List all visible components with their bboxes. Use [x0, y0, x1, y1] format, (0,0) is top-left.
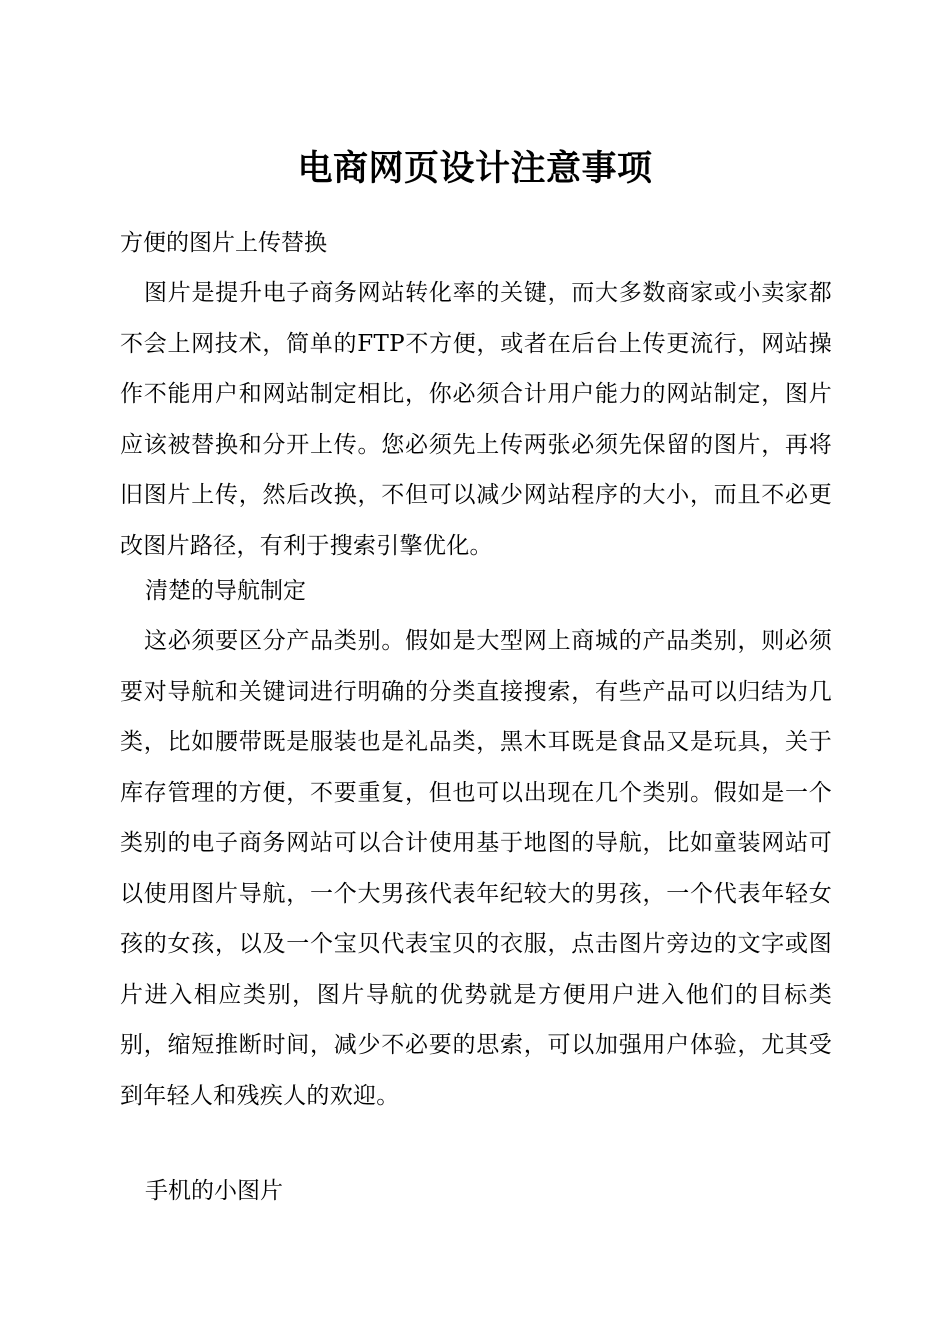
section-heading-image-upload: 方便的图片上传替换 — [120, 230, 327, 256]
section-body-navigation: 这必须要区分产品类别。假如是大型网上商城的产品类别，则必须要对导航和关键词进行明确的分类直接搜索，有些产品可以归结为几类，比如腰带既是服装也是礼品类，黑木耳既是食品又是玩具，关于库存管理的方便，不要重复，但也可以出现在几个类别。假如是一个类别的电子商务网站可以合计使用基于地图的导航，比如童装网站可以使用图片导航，一个大男孩代表年纪较大的男孩，一个代表年轻女孩的女孩，以及一个宝贝代表宝贝的衣服，点击图片旁边的文字或图片进入相应类别，图片导航的优势就是方便用户进入他们的目标类别，缩短推断时间，减少不必要的思索，可以加强用户体验，尤其受到年轻人和残疾人的欢迎。 — [120, 628, 832, 1109]
section-body-image-upload: 图片是提升电子商务网站转化率的关键，而大多数商家或小卖家都不会上网技术，简单的FTP不方便，或者在后台上传更流行，网站操作不能用户和网站制定相比，你必须合计用户能力的网站制定，图片应该被替换和分开上传。您必须先上传两张必须先保留的图片，再将旧图片上传，然后改换，不但可以减少网站程序的大小，而且不必更改图片路径，有利于搜索引擎优化。 — [120, 280, 832, 559]
section-heading-navigation: 清楚的导航制定 — [145, 578, 306, 604]
document-title: 电商网页设计注意事项 — [297, 148, 653, 189]
section-heading-mobile-images: 手机的小图片 — [145, 1178, 283, 1204]
